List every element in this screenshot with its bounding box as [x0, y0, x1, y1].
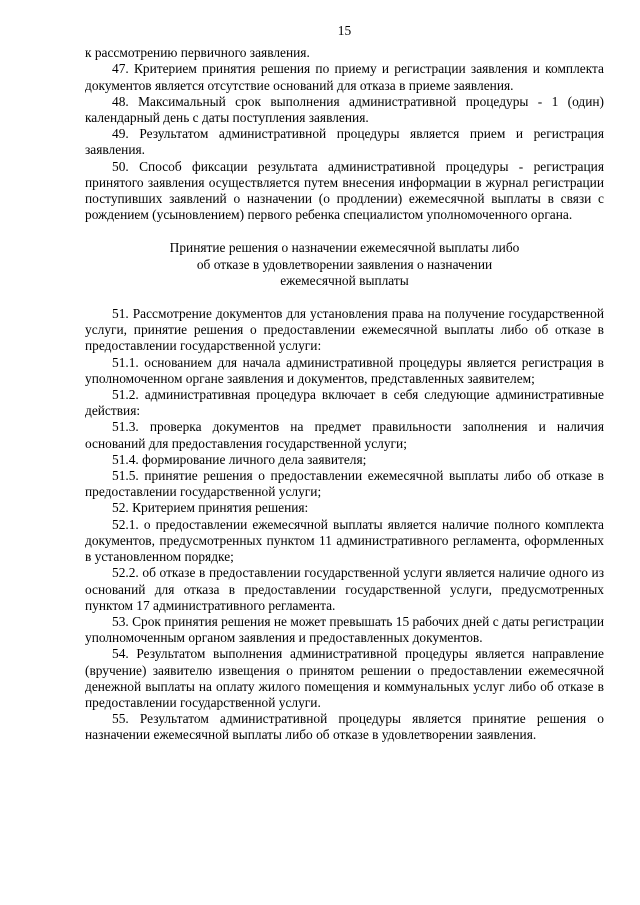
paragraph-47: 47. Критерием принятия решения по приему и регистрации заявления и комплекта документов является отсутствие оснований для отказа в приеме заявления. — [85, 61, 604, 93]
page-number: 15 — [337, 23, 352, 38]
paragraph-49: 49. Результатом административной процедуры является прием и регистрация заявления. — [85, 126, 604, 158]
paragraph-51-3: 51.3. проверка документов на предмет правильности заполнения и наличия оснований для предоставления государственной услуги; — [85, 419, 604, 451]
paragraph-53: 53. Срок принятия решения не может превышать 15 рабочих дней с даты регистрации уполномоченным органом заявления и предоставленных документов. — [85, 613, 604, 646]
paragraph-52-2: 52.2. об отказе в предоставлении государственной услуги является наличие одного из оснований для отказа в предоставлении государственной услуги, предусмотренных пунктом 17 административного регламента. — [85, 565, 604, 613]
paragraph-51-4: 51.4. формирование личного дела заявителя; — [112, 451, 367, 467]
paragraph-52: 52. Критерием принятия решения: — [112, 500, 309, 516]
paragraph-51: 51. Рассмотрение документов для установления права на получение государственной услуги, принятие решения о предоставлении ежемесячной выплаты либо об отказе в предоставлении государственной услуги: — [85, 306, 604, 354]
paragraph-55: 55. Результатом административной процедуры является принятие решения о назначении ежемесячной выплаты либо об отказе в удовлетворении заявления. — [85, 711, 604, 743]
paragraph-51-1: 51.1. основанием для начала административной процедуры является регистрация в уполномоченном органе заявления и документов, представленных заявителем; — [85, 354, 604, 386]
paragraph-46-continuation: к рассмотрению первичного заявления. — [85, 45, 310, 61]
paragraph-51-2: 51.2. административная процедура включает в себя следующие административные действия: — [85, 387, 604, 419]
paragraph-52-1: 52.1. о предоставлении ежемесячной выплаты является наличие полного комплекта документов, предусмотренных пунктом 11 административного регламента, оформленных в установленном порядке; — [85, 516, 604, 565]
paragraph-54: 54. Результатом выполнения административной процедуры является направление (вручение) заявителю извещения о принятом решении о предоставлении ежемесячной денежной выплаты на оплату жилого помещения и коммунальных услуг либо об отказе в предоставлении государственной услуги. — [85, 646, 604, 710]
section-heading: Принятие решения о назначении ежемесячной выплаты либо об отказе в удовлетворении заявления о назначении ежемесячной выплаты — [169, 240, 520, 288]
paragraph-51-5: 51.5. принятие решения о предоставлении ежемесячной выплаты либо об отказе в предоставлении государственной услуги; — [85, 468, 604, 500]
paragraph-50: 50. Способ фиксации результата административной процедуры - регистрация принятого заявления осуществляется путем внесения информации в журнал регистрации поступивших заявлений о назначении (о продлении) ежемесячной выплаты в связи с рождением (усыновлением) первого ребенка специалистом уполномоченного органа. — [85, 158, 604, 223]
paragraph-48: 48. Максимальный срок выполнения административной процедуры - 1 (один) календарный день с даты поступления заявления. — [85, 93, 604, 126]
